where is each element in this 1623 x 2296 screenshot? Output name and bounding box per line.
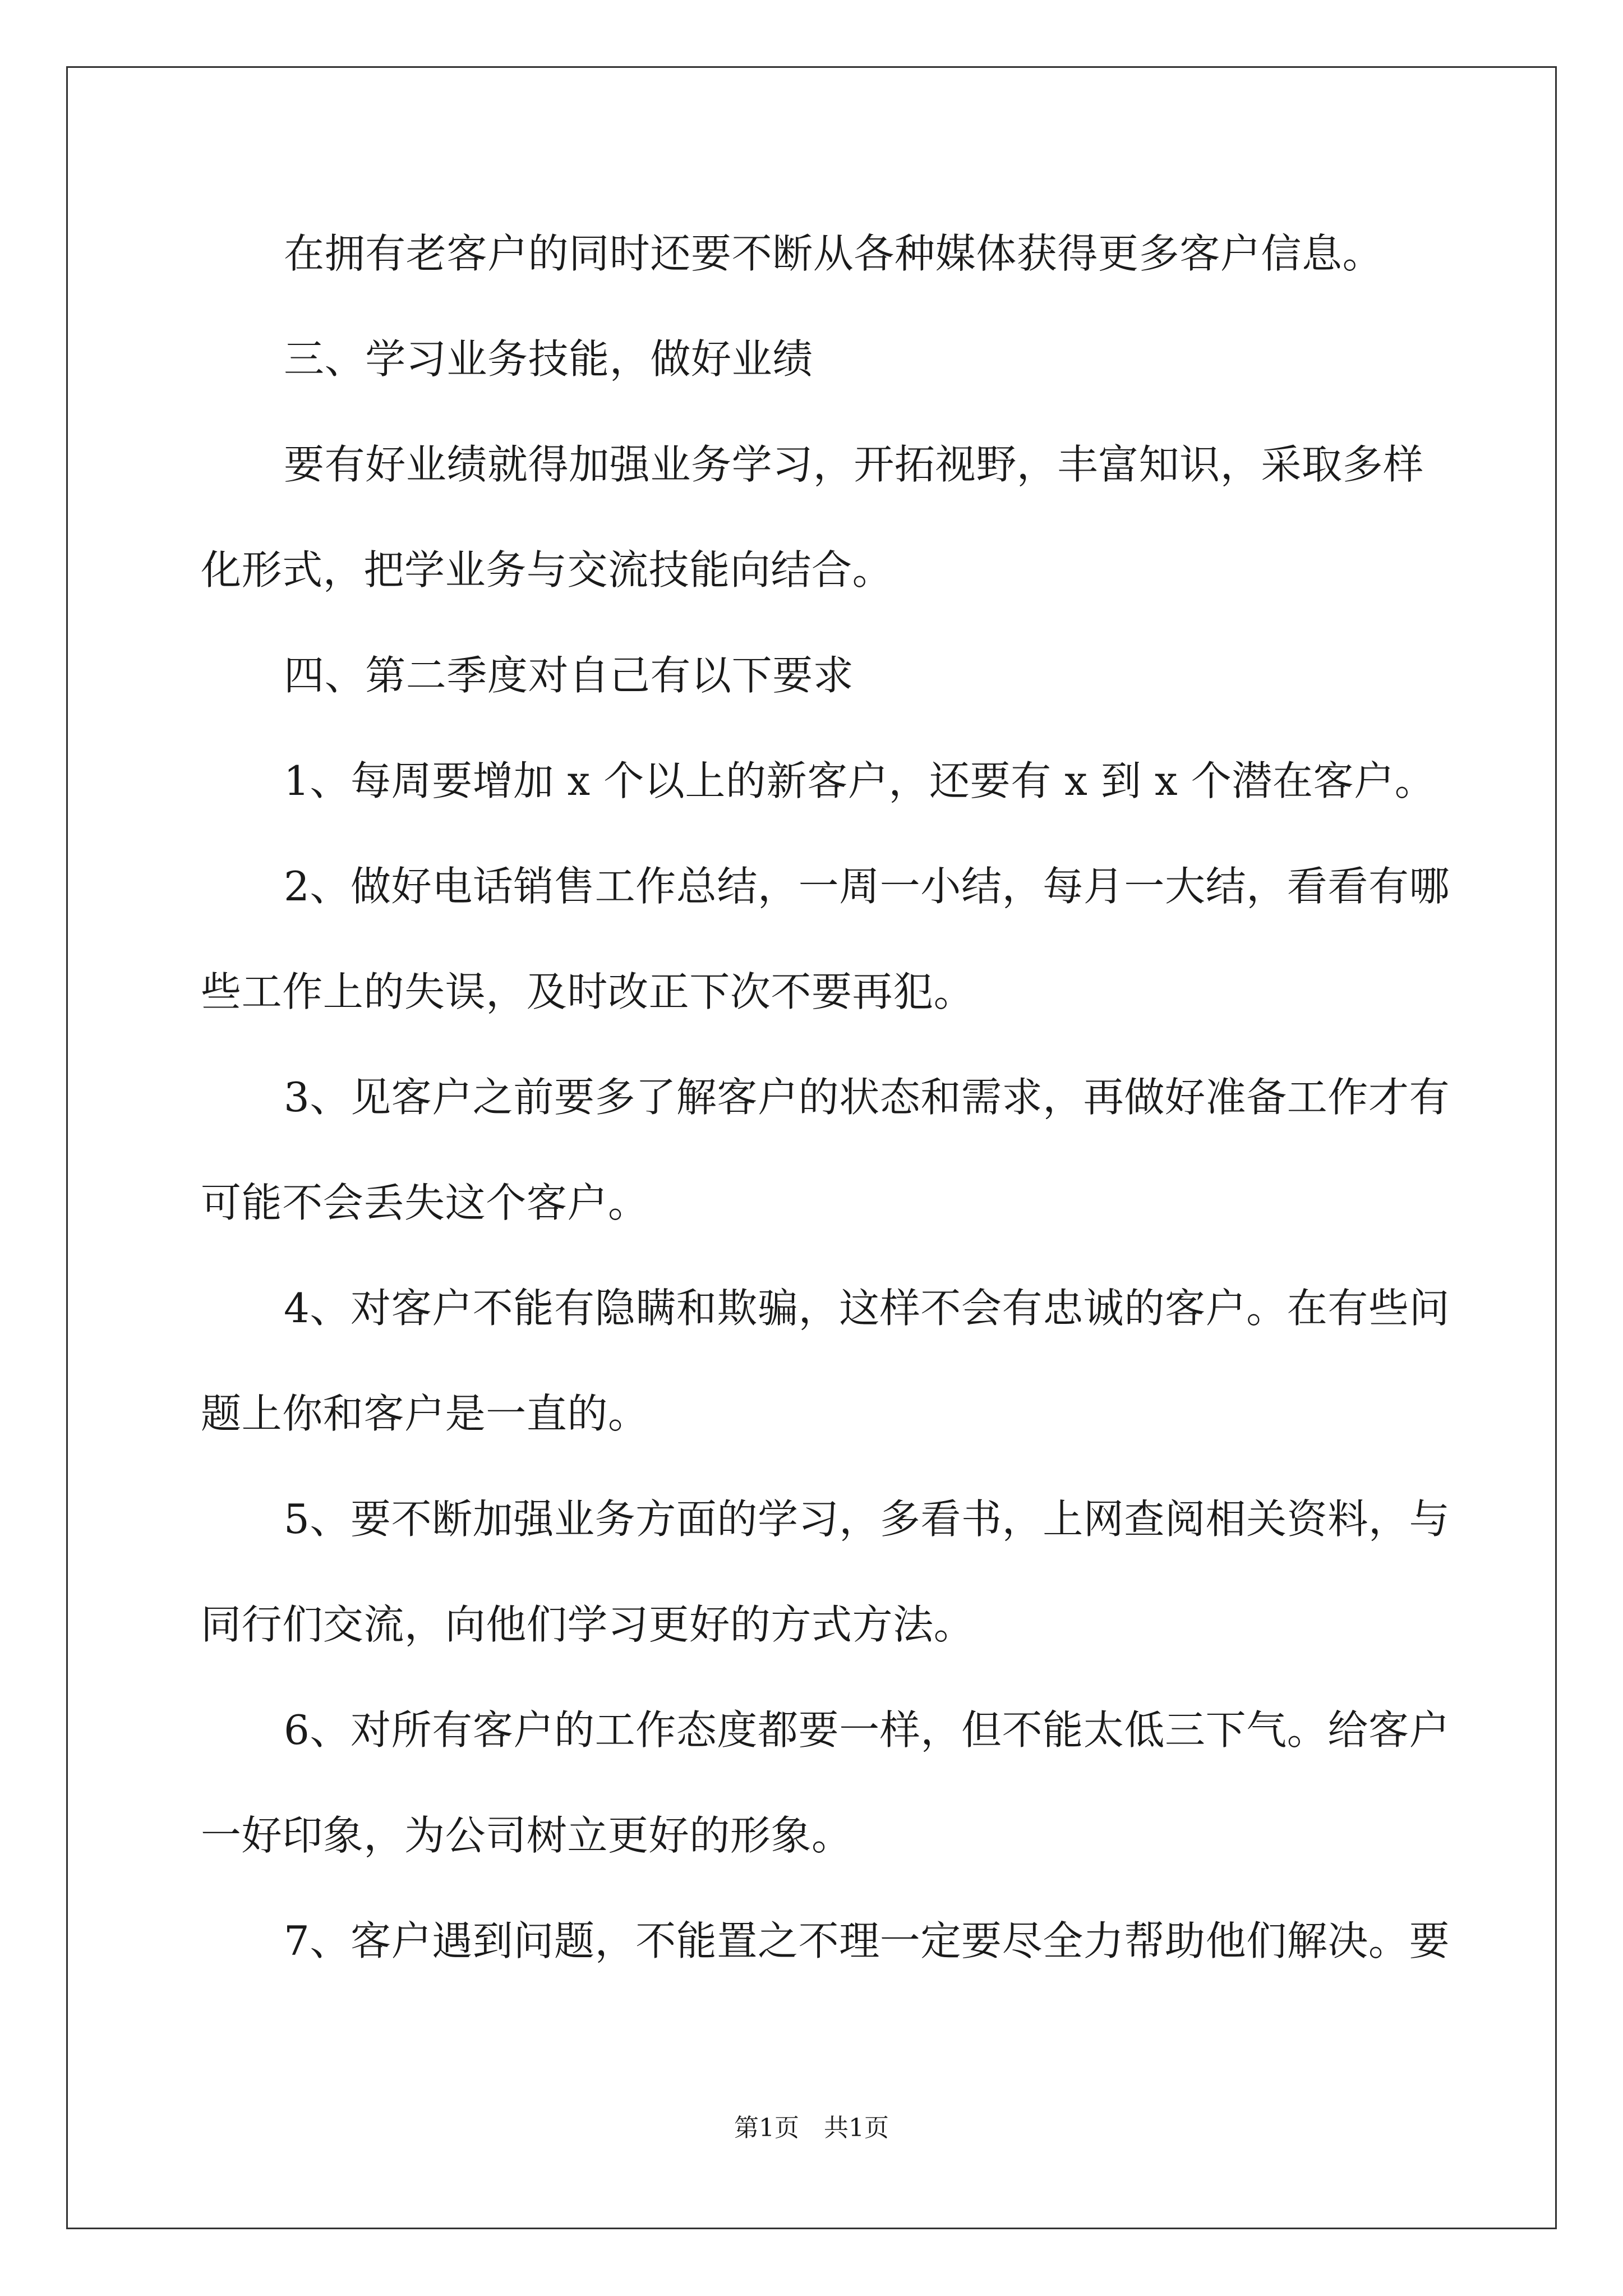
list-item: 2、做好电话销售工作总结，一周一小结，每月一大结，看看有哪	[284, 863, 1450, 910]
paragraph-line: 一好印象，为公司树立更好的形象。	[201, 1812, 852, 1859]
paragraph-line: 在拥有老客户的同时还要不断从各种媒体获得更多客户信息。	[284, 230, 1384, 277]
paragraph-line: 些工作上的失误，及时改正下次不要再犯。	[201, 968, 975, 1015]
page-border	[66, 66, 1557, 2229]
list-item: 4、对客户不能有隐瞒和欺骗，这样不会有忠诚的客户。在有些问	[284, 1285, 1450, 1332]
paragraph-line: 题上你和客户是一直的。	[201, 1390, 649, 1437]
paragraph-line: 要有好业绩就得加强业务学习，开拓视野，丰富知识，采取多样	[284, 441, 1424, 488]
list-item: 3、见客户之前要多了解客户的状态和需求，再做好准备工作才有	[284, 1074, 1450, 1121]
section-heading: 四、第二季度对自己有以下要求	[284, 652, 854, 699]
section-heading: 三、学习业务技能，做好业绩	[284, 335, 813, 383]
paragraph-line: 化形式，把学业务与交流技能向结合。	[201, 546, 893, 593]
paragraph-line: 同行们交流，向他们学习更好的方式方法。	[201, 1601, 975, 1648]
list-item: 6、对所有客户的工作态度都要一样，但不能太低三下气。给客户	[284, 1706, 1450, 1754]
page-footer: 第1页 共1页	[734, 2114, 889, 2142]
list-item: 1、每周要增加 x 个以上的新客户，还要有 x 到 x 个潜在客户。	[284, 757, 1436, 804]
list-item: 5、要不断加强业务方面的学习，多看书，上网查阅相关资料，与	[284, 1496, 1450, 1543]
list-item: 7、客户遇到问题，不能置之不理一定要尽全力帮助他们解决。要	[284, 1917, 1450, 1964]
paragraph-line: 可能不会丢失这个客户。	[201, 1179, 649, 1226]
